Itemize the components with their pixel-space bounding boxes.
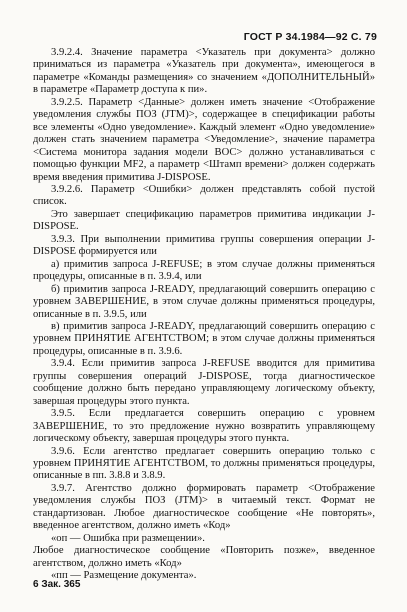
- paragraph-3-9-4: 3.9.4. Если примитив запроса J-REFUSE вводится для примитива группы совершения операций J-DISPOSE, тогда диагностическое сообщение должно быть передано управляющему логическому объекту, завершая процедуры этого пункта.: [33, 358, 375, 407]
- paragraph-retry-later: Любое диагностическое сообщение «Повторить позже», введенное агентством, должно иметь «Код»: [33, 545, 375, 569]
- paragraph-3-9-2-6: 3.9.2.6. Параметр <Ошибки> должен представлять собой пустой список.: [33, 183, 375, 208]
- paragraph-3-9-3: 3.9.3. При выполнении примитива группы совершения операции J-DISPOSE формируется или: [33, 233, 375, 258]
- document-body: [33, 47, 375, 582]
- paragraph-3-9-2-5: 3.9.2.5. Параметр <Данные> должен иметь значение <Отображение уведомления службы ПОЗ (JTM)>, содержащее в спецификации работы все элементы «Одно уведомление». Каждый элемент «Одно уведомление» должен стать значением параметра <Уведомление>, значение параметра <Система монитора задания модели ВОС> должно устанавливаться с помощью функции MF2, а параметр <Штамп времени> должен содержать время введения примитива J-DISPOSE.: [33, 96, 375, 183]
- code-op-line: «оп — Ошибка при размещении».: [51, 532, 205, 544]
- list-item-v: в) примитив запроса J-READY, предлагающий совершить операцию с уровнем ПРИНЯТИЕ АГЕНТСТВОМ; в этом случае должны применяться процедуры, описанные в п. 3.9.6.: [33, 320, 375, 357]
- paragraph-3-9-7: 3.9.7. Агентство должно формировать параметр <Отображение уведомления службы ПОЗ (JTM)> в читаемый текст. Формат не стандартизован. Любое диагностическое сообщение «Не повторять», введенное агентством, должно иметь «Код»: [33, 482, 375, 532]
- code-pp-line: «пп — Размещение документа».: [51, 570, 197, 582]
- paragraph-3-9-5: 3.9.5. Если предлагается совершить операцию с уровнем ЗАВЕРШЕНИЕ, то это предложение нужно возвратить управляющему логическому объекту, завершая процедуры этого пункта.: [33, 408, 375, 445]
- paragraph-3-9-6: 3.9.6. Если агентство предлагает совершить операцию только с уровнем ПРИНЯТИЕ АГЕНТСТВОМ, то должны применяться процедуры, описанные в пп. 3.8.8 и 3.8.9.: [33, 445, 375, 482]
- paragraph-3-9-2-4: 3.9.2.4. Значение параметра <Указатель при документа> должно приниматься из параметра «Указатель при документа», имеющегося в параметре «Команды размещения» со значением «ДОПОЛНИТЕЛЬНЫЙ» в параметре «Параметр доступа к пи».: [33, 47, 375, 96]
- paragraph-spec-end: Это завершает спецификацию параметров примитива индикации J-DISPOSE.: [33, 208, 375, 233]
- signature-mark: 6 Зак. 365: [33, 579, 81, 590]
- list-item-a: а) примитив запроса J-REFUSE; в этом случае должны применяться процедуры, описанные в п. 3.9.4, или: [33, 258, 375, 283]
- running-head: ГОСТ Р 34.1984—92 С. 79: [243, 31, 377, 43]
- list-item-b: б) примитив запроса J-READY, предлагающий совершить операцию с уровнем ЗАВЕРШЕНИЕ, в этом случае должны применяться процедуры, описанные в п. 3.9.5, или: [33, 283, 375, 320]
